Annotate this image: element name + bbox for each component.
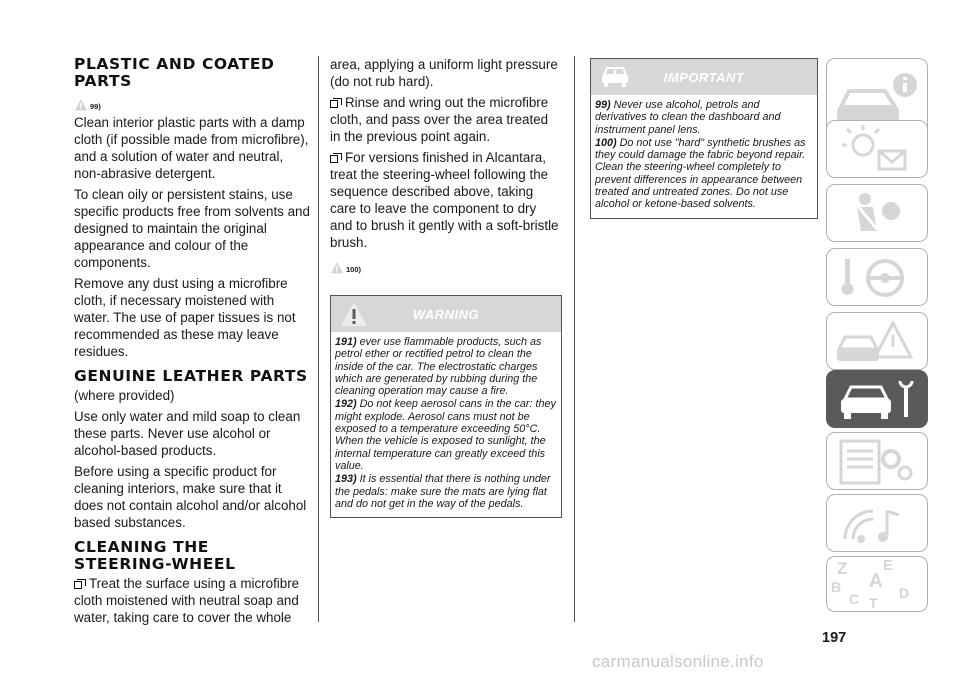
bullet-icon	[330, 98, 342, 108]
car-warning-triangle-icon	[827, 313, 929, 371]
warning-header	[331, 296, 561, 332]
signal-music-icon	[827, 495, 929, 553]
warning-body	[331, 332, 561, 517]
tab-spacer	[826, 58, 928, 116]
tab-multimedia[interactable]	[826, 494, 928, 552]
paragraph: Clean interior plastic parts with a damp cloth (if possible made from microfibre), and a solution of water and neutral, non-abrasive detergent.	[74, 115, 309, 181]
right-column	[590, 58, 818, 219]
column-divider	[318, 56, 319, 622]
heading-steering-wheel: CLEANING THE STEERING-WHEEL	[74, 538, 236, 573]
note-reference: 100)	[346, 265, 362, 274]
car-wrench-icon	[827, 371, 929, 429]
column-divider	[574, 56, 575, 622]
paragraph: To clean oily or persistent stains, use specific products free from solvents and designed to maintain the original appearance and colour of the components.	[74, 187, 310, 270]
paragraph: Use only water and mild soap to clean these parts. Never use alcohol or alcohol-based products.	[74, 409, 301, 458]
watermark: carmanualsonline.info	[592, 652, 764, 671]
tab-technical-data[interactable]	[826, 432, 928, 490]
middle-column	[330, 56, 562, 518]
car-alert-icon	[599, 63, 631, 91]
important-item: 100) Do not use "hard" synthetic brushes as they could damage the fabric beyond repair. Clean the steering-wheel completely to prevent differences in appearance between treated and untreated zones. Do not use alcohol or ketone-based solvents.	[595, 136, 806, 211]
important-body	[591, 95, 817, 218]
warning-triangle-icon	[74, 98, 88, 112]
tab-safety[interactable]	[826, 184, 928, 242]
note-reference: 99)	[90, 102, 101, 111]
reference-line	[330, 255, 562, 275]
alphabet-index-icon: Z E A B C D T	[831, 557, 910, 611]
warning-triangle-icon	[339, 300, 369, 328]
page-number: 197	[822, 630, 847, 646]
warning-title: WARNING	[412, 306, 480, 322]
paragraph: Remove any dust using a microfibre cloth, if necessary moistened with water. The use of paper tissues is not recommended as these may leave residues.	[74, 276, 296, 359]
list-gears-icon	[827, 433, 929, 491]
bullet-paragraph: For versions finished in Alcantara, treat the steering-wheel following the sequence described above, taking care to leave the component to dry and to brush it gently with a soft-bristle brush.	[330, 150, 559, 250]
light-message-icon	[827, 121, 929, 179]
bullet-icon	[330, 153, 342, 163]
bullet-icon	[74, 579, 86, 589]
seatbelt-airbag-icon	[827, 185, 929, 243]
warning-box	[330, 295, 562, 518]
tab-index[interactable]	[826, 556, 928, 612]
left-column	[74, 56, 310, 630]
warning-item: 193) It is essential that there is nothing under the pedals: make sure the mats are lying flat and do not get in the way of the pedals.	[335, 473, 551, 510]
paragraph: area, applying a uniform light pressure (do not rub hard).	[330, 57, 558, 89]
important-header	[591, 59, 817, 95]
tab-warning-lights[interactable]	[826, 120, 928, 178]
tab-starting-driving[interactable]	[826, 248, 928, 306]
bullet-paragraph: Treat the surface using a microfibre cloth moistened with neutral soap and water, taking care to cover the whole	[74, 576, 300, 625]
warning-item: 191) ever use flammable products, such as petrol ether or rectified petrol to clean the inside of the car. The electrostatic charges which are generated by rubbing during the cleaning operation may cause a fire.	[335, 336, 542, 398]
reference-line	[74, 92, 310, 112]
warning-triangle-icon	[330, 261, 344, 275]
heading-plastic-parts: PLASTIC AND COATED PARTS	[74, 55, 275, 90]
heading-leather-parts: GENUINE LEATHER PARTS	[74, 367, 308, 385]
tab-maintenance[interactable]	[826, 370, 928, 428]
warning-item: 192) Do not keep aerosol cans in the car: they might explode. Aerosol cans must not be exposed to a temperature exceeding 50°C. When the vehicle is exposed to sunlight, the internal temperature can greatly exceed this value.	[335, 398, 556, 472]
key-steering-wheel-icon	[827, 249, 929, 307]
important-item: 99) Never use alcohol, petrols and derivatives to clean the dashboard and instrument panel lens.	[595, 99, 781, 136]
paragraph: (where provided)	[74, 388, 175, 403]
important-box	[590, 58, 818, 219]
paragraph: Before using a specific product for cleaning interiors, make sure that it does not contain alcohol and/or alcohol based substances.	[74, 464, 307, 530]
bullet-paragraph: Rinse and wring out the microfibre cloth, and pass over the area treated in the previous point again.	[330, 95, 549, 144]
tab-emergency[interactable]	[826, 312, 928, 370]
important-title: IMPORTANT	[663, 69, 745, 85]
